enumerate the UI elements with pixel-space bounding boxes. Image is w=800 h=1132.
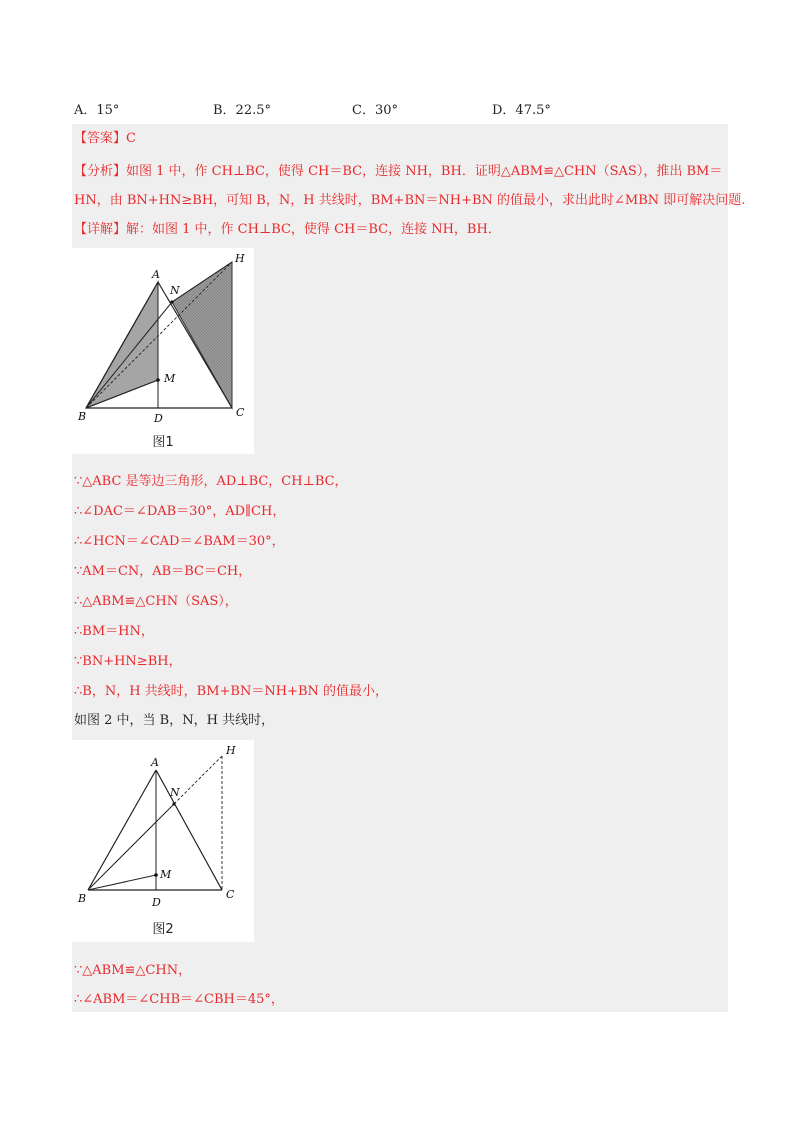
detail-line [74, 222, 501, 238]
step-8: ∴B，N，H 共线时，BM+BN＝NH+BN 的值最小， [74, 684, 389, 699]
option-c: C．30° [352, 103, 398, 118]
label-a: A [152, 268, 160, 281]
figure-1-caption: 图1 [152, 435, 174, 450]
option-d: D．47.5° [492, 103, 551, 118]
label-c: C [236, 406, 245, 419]
figure-2-diagram [72, 740, 254, 942]
label-n: N [170, 284, 180, 297]
analysis-line-1 [74, 164, 722, 180]
step-4: ∵AM＝CN，AB＝BC＝CH， [74, 564, 252, 579]
label-h: H [235, 252, 245, 265]
step-1: ∵△ABC 是等边三角形，AD⊥BC，CH⊥BC， [74, 474, 348, 489]
label-b: B [78, 410, 87, 423]
line-nh-dashed [174, 756, 222, 804]
step-7: ∵BN+HN≥BH， [74, 654, 182, 669]
option-a: A．15° [74, 103, 120, 118]
step-6: ∴BM＝HN， [74, 624, 154, 639]
option-b: B．22.5° [213, 103, 271, 118]
step-5: ∴△ABM≌△CHN（SAS）， [74, 594, 238, 609]
step-2: ∴∠DAC＝∠DAB＝30°，AD∥CH， [74, 504, 286, 519]
answer-label: 【答案】 [74, 131, 127, 146]
label-m: M [160, 868, 172, 881]
step-3: ∴∠HCN＝∠CAD＝∠BAM＝30°， [74, 534, 285, 549]
figure-2-intro: 如图 2 中，当 B，N，H 共线时， [74, 713, 275, 728]
analysis-line-2: HN，由 BN+HN≥BH，可知 B，N，H 共线时，BM+BN＝NH+BN 的值最小，求出此时∠MBN 即可解决问题. [74, 193, 746, 208]
label-h: H [226, 744, 236, 757]
step-9: ∵△ABM≌△CHN， [74, 963, 192, 978]
detail-label: 【详解】 [74, 222, 127, 237]
label-n: N [170, 786, 180, 799]
label-m: M [164, 372, 176, 385]
shaded-triangle-chn [172, 262, 232, 408]
analysis-label: 【分析】 [74, 164, 127, 179]
step-10: ∴∠ABM＝∠CHB＝∠CBH＝45°， [74, 992, 284, 1007]
label-c: C [226, 888, 235, 901]
analysis-text-1: 如图 1 中，作 CH⊥BC，使得 CH＝BC，连接 NH，BH．证明△ABM≌△CHN（SAS），推出 BM＝ [126, 164, 723, 179]
detail-text: 解：如图 1 中，作 CH⊥BC，使得 CH＝BC，连接 NH，BH． [126, 222, 501, 237]
answer-line [74, 131, 136, 147]
label-d: D [152, 896, 161, 909]
label-b: B [78, 892, 87, 905]
figure-2-caption: 图2 [152, 922, 174, 937]
figure-1-diagram [72, 248, 254, 454]
answer-value: C [126, 131, 136, 146]
figure-2 [72, 740, 254, 942]
label-d: D [154, 412, 163, 425]
figure-1 [72, 248, 254, 454]
label-a: A [151, 756, 159, 769]
